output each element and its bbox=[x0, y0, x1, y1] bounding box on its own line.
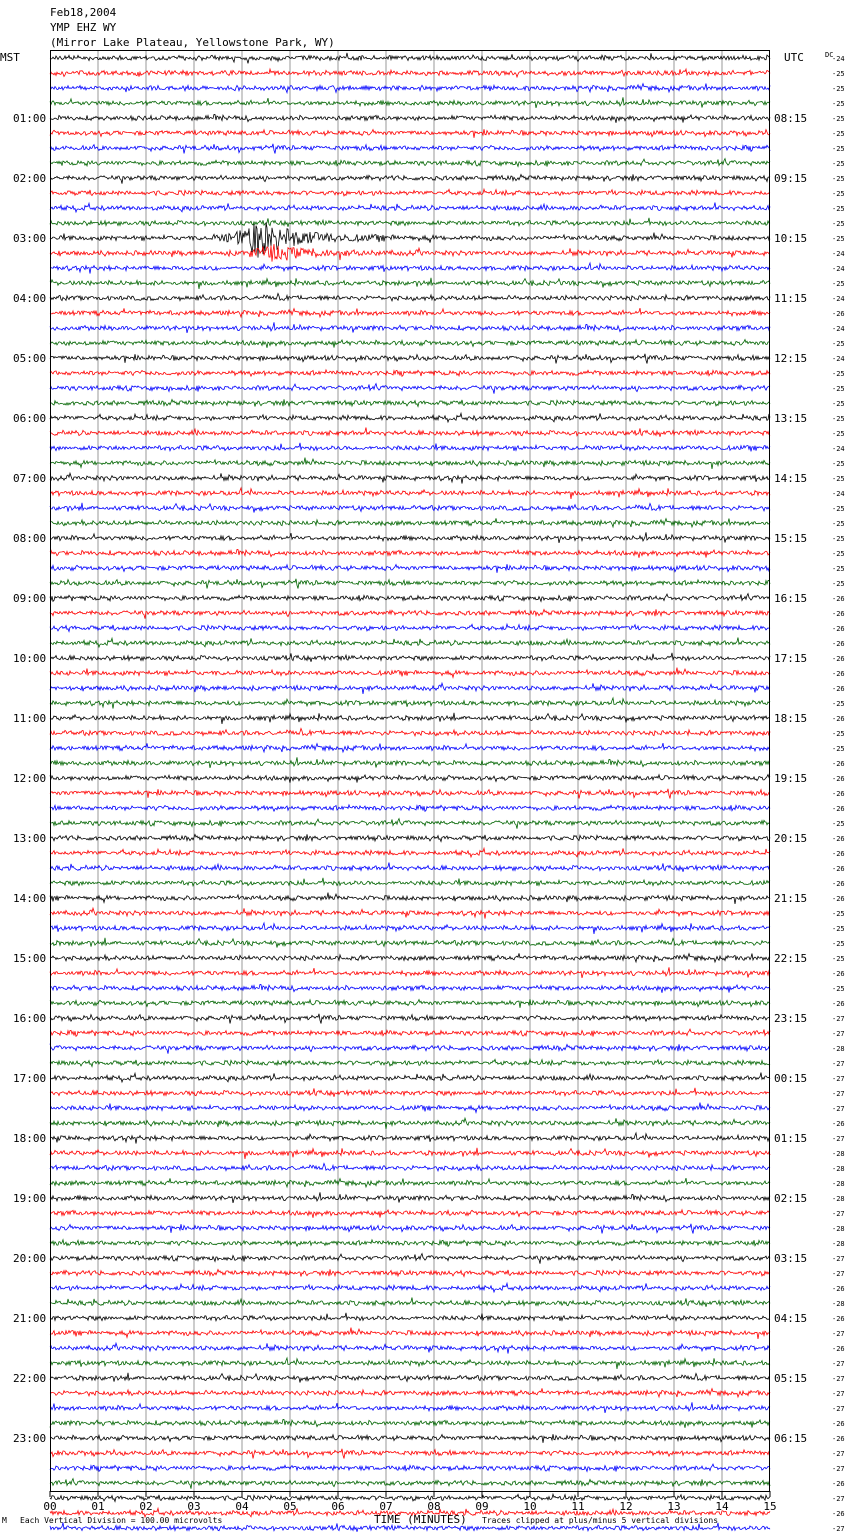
dc-offset-label: -27 bbox=[832, 1210, 845, 1218]
right-hour-label: 20:15 bbox=[774, 832, 808, 845]
dc-offset-label: -26 bbox=[832, 685, 845, 693]
dc-offset-label: -25 bbox=[832, 205, 845, 213]
x-tick-label: 14 bbox=[715, 1500, 729, 1513]
right-hour-label: 23:15 bbox=[774, 1012, 808, 1025]
seismic-trace bbox=[50, 443, 770, 452]
x-tick-label: 11 bbox=[571, 1500, 585, 1513]
right-hour-label: 03:15 bbox=[774, 1252, 808, 1265]
dc-offset-label: -26 bbox=[832, 1435, 845, 1443]
right-hour-label: 21:15 bbox=[774, 892, 808, 905]
dc-offset-label: -25 bbox=[832, 340, 845, 348]
dc-offset-label: -28 bbox=[832, 1165, 845, 1173]
seismic-trace bbox=[50, 518, 770, 527]
dc-offset-label: -28 bbox=[832, 1045, 845, 1053]
dc-offset-label: -24 bbox=[832, 325, 845, 333]
left-hour-label: 15:00 bbox=[13, 952, 47, 965]
seismic-trace bbox=[50, 144, 770, 154]
seismic-trace bbox=[50, 1434, 770, 1443]
left-hour-label: 02:00 bbox=[13, 172, 47, 185]
dc-offset-label: -27 bbox=[832, 1450, 845, 1458]
seismic-trace bbox=[50, 1373, 770, 1383]
dc-offset-label: -27 bbox=[832, 1375, 845, 1383]
seismic-trace bbox=[50, 938, 770, 948]
seismic-trace bbox=[50, 1283, 770, 1292]
seismic-trace bbox=[50, 263, 770, 274]
dc-offset-label: -27 bbox=[832, 1270, 845, 1278]
dc-offset-label: -26 bbox=[832, 1120, 845, 1128]
dc-offset-label: -27 bbox=[832, 1030, 845, 1038]
dc-offset-label: -26 bbox=[832, 760, 845, 768]
seismic-trace bbox=[50, 819, 770, 829]
seismic-trace bbox=[50, 775, 770, 783]
left-hour-label: 01:00 bbox=[13, 112, 47, 125]
seismic-trace bbox=[50, 579, 770, 589]
right-hour-label: 14:15 bbox=[774, 472, 808, 485]
seismic-trace bbox=[50, 653, 770, 662]
seismic-trace bbox=[50, 159, 770, 167]
seismic-trace bbox=[50, 97, 770, 108]
dc-offset-label: -25 bbox=[832, 145, 845, 153]
left-hour-label: 09:00 bbox=[13, 592, 47, 605]
header bbox=[0, 6, 833, 64]
right-hour-label: 13:15 bbox=[774, 412, 808, 425]
left-hour-label: 14:00 bbox=[13, 892, 47, 905]
x-tick-label: 00 bbox=[43, 1500, 57, 1513]
seismic-trace bbox=[50, 308, 770, 317]
x-tick-label: 13 bbox=[667, 1500, 681, 1513]
x-tick-label: 12 bbox=[619, 1500, 633, 1513]
dc-offset-label: -26 bbox=[832, 1420, 845, 1428]
x-axis-ticks bbox=[43, 1491, 776, 1513]
dc-offset-label: -25 bbox=[832, 100, 845, 108]
seismic-trace bbox=[50, 1343, 770, 1353]
dc-offset-label: -27 bbox=[832, 1525, 845, 1533]
dc-offset-label: -26 bbox=[832, 805, 845, 813]
dc-offset-label: -27 bbox=[832, 1330, 845, 1338]
dc-offset-labels bbox=[832, 55, 845, 1534]
seismic-trace bbox=[50, 1029, 770, 1037]
seismic-trace bbox=[50, 1210, 770, 1218]
right-hour-labels bbox=[774, 112, 807, 1445]
left-hour-label: 20:00 bbox=[13, 1252, 47, 1265]
dc-offset-label: -25 bbox=[832, 730, 845, 738]
seismic-trace bbox=[50, 244, 770, 262]
left-hour-label: 22:00 bbox=[13, 1372, 47, 1385]
dc-offset-label: -25 bbox=[832, 175, 845, 183]
left-hour-label: 07:00 bbox=[13, 472, 47, 485]
seismic-trace bbox=[50, 893, 770, 904]
dc-offset-label: -25 bbox=[832, 400, 845, 408]
dc-offset-label: -24 bbox=[832, 295, 845, 303]
x-tick-label: 07 bbox=[379, 1500, 393, 1513]
dc-offset-label: -25 bbox=[832, 535, 845, 543]
dc-offset-label: -26 bbox=[832, 655, 845, 663]
seismic-trace bbox=[50, 1313, 770, 1321]
dc-offset-label: -26 bbox=[832, 1480, 845, 1488]
seismic-trace bbox=[50, 354, 770, 364]
dc-offset-label: -25 bbox=[832, 910, 845, 918]
dc-offset-label: -26 bbox=[832, 1000, 845, 1008]
seismic-trace bbox=[50, 1088, 770, 1097]
dc-offset-label: -25 bbox=[832, 190, 845, 198]
dc-offset-label: -25 bbox=[832, 430, 845, 438]
seismic-trace bbox=[50, 683, 770, 694]
x-tick-label: 15 bbox=[763, 1500, 777, 1513]
footer-mark: M bbox=[2, 1516, 7, 1525]
x-tick-label: 08 bbox=[427, 1500, 441, 1513]
x-tick-label: 10 bbox=[523, 1500, 537, 1513]
dc-offset-label: -27 bbox=[832, 1015, 845, 1023]
seismic-trace bbox=[50, 549, 770, 557]
seismic-trace bbox=[50, 114, 770, 122]
dc-offset-label: -27 bbox=[832, 1390, 845, 1398]
dc-offset-label: -26 bbox=[832, 775, 845, 783]
dc-offset-label: -26 bbox=[832, 1510, 845, 1518]
seismic-trace bbox=[50, 878, 770, 886]
seismic-trace bbox=[50, 698, 770, 709]
seismic-trace bbox=[50, 458, 770, 469]
dc-offset-label: -25 bbox=[832, 130, 845, 138]
left-hour-label: 10:00 bbox=[13, 652, 47, 665]
dc-offset-label: -25 bbox=[832, 385, 845, 393]
dc-offset-label: -26 bbox=[832, 1315, 845, 1323]
dc-offset-label: -27 bbox=[832, 1465, 845, 1473]
seismic-trace bbox=[50, 1358, 770, 1369]
seismic-trace bbox=[50, 1224, 770, 1234]
dc-offset-label: -28 bbox=[832, 1150, 845, 1158]
seismic-trace bbox=[50, 863, 770, 872]
right-hour-label: 09:15 bbox=[774, 172, 808, 185]
right-hour-label: 16:15 bbox=[774, 592, 808, 605]
dc-offset-label: -25 bbox=[832, 70, 845, 78]
left-hour-label: 03:00 bbox=[13, 232, 47, 245]
x-tick-label: 03 bbox=[187, 1500, 201, 1513]
seismic-trace bbox=[50, 1402, 770, 1413]
dc-offset-label: -25 bbox=[832, 220, 845, 228]
dc-offset-label: -25 bbox=[832, 700, 845, 708]
dc-offset-label: -25 bbox=[832, 520, 845, 528]
seismic-trace bbox=[50, 624, 770, 631]
left-hour-label: 11:00 bbox=[13, 712, 47, 725]
seismic-trace bbox=[50, 503, 770, 513]
seismic-trace bbox=[50, 984, 770, 992]
seismic-trace bbox=[50, 999, 770, 1008]
dc-offset-label: -26 bbox=[832, 865, 845, 873]
seismic-trace bbox=[50, 384, 770, 394]
dc-offset-label: -25 bbox=[832, 985, 845, 993]
dc-offset-label: -24 bbox=[832, 250, 845, 258]
dc-offset-label: -24 bbox=[832, 355, 845, 363]
seismic-trace bbox=[50, 1298, 770, 1307]
dc-offset-label: -26 bbox=[832, 790, 845, 798]
seismic-trace bbox=[50, 1449, 770, 1459]
right-timezone-label: UTC bbox=[784, 51, 804, 64]
right-hour-label: 08:15 bbox=[774, 112, 808, 125]
clip-note: Traces clipped at plus/minus 5 vertical divisions bbox=[482, 1516, 719, 1525]
seismic-trace bbox=[50, 1494, 770, 1501]
left-hour-label: 17:00 bbox=[13, 1072, 47, 1085]
left-hour-label: 08:00 bbox=[13, 532, 47, 545]
seismic-trace bbox=[50, 1059, 770, 1066]
dc-offset-label: -27 bbox=[832, 1405, 845, 1413]
right-hour-label: 00:15 bbox=[774, 1072, 808, 1085]
seismic-trace bbox=[50, 322, 770, 333]
dc-offset-label: -28 bbox=[832, 1225, 845, 1233]
dc-offset-label: -25 bbox=[832, 580, 845, 588]
left-timezone-label: MST bbox=[0, 51, 20, 64]
dc-offset-label: -25 bbox=[832, 550, 845, 558]
seismic-trace bbox=[50, 488, 770, 499]
dc-offset-label: -26 bbox=[832, 880, 845, 888]
right-hour-label: 18:15 bbox=[774, 712, 808, 725]
dc-offset-label: -24 bbox=[832, 490, 845, 498]
dc-offset-label: -26 bbox=[832, 895, 845, 903]
dc-offset-label: -25 bbox=[832, 280, 845, 288]
x-tick-label: 04 bbox=[235, 1500, 249, 1513]
seismic-trace bbox=[50, 953, 770, 962]
dc-offset-label: -27 bbox=[832, 1075, 845, 1083]
right-hour-label: 02:15 bbox=[774, 1192, 808, 1205]
seismic-trace bbox=[50, 1044, 770, 1054]
dc-offset-label: -26 bbox=[832, 1285, 845, 1293]
dc-offset-label: -25 bbox=[832, 505, 845, 513]
x-tick-label: 02 bbox=[139, 1500, 153, 1513]
seismic-trace bbox=[50, 1192, 770, 1203]
seismic-trace bbox=[50, 1269, 770, 1276]
x-axis-title: TIME (MINUTES) bbox=[374, 1513, 467, 1526]
seismic-trace bbox=[50, 1073, 770, 1083]
dc-offset-label: -28 bbox=[832, 1180, 845, 1188]
seismic-trace bbox=[50, 908, 770, 918]
right-hour-label: 01:15 bbox=[774, 1132, 808, 1145]
dc-offset-label: -27 bbox=[832, 1360, 845, 1368]
dc-offset-label: -25 bbox=[832, 235, 845, 243]
seismic-traces bbox=[50, 53, 770, 1534]
dc-offset-label: -26 bbox=[832, 835, 845, 843]
dc-offset-label: -25 bbox=[832, 820, 845, 828]
left-hour-label: 23:00 bbox=[13, 1432, 47, 1445]
dc-offset-label: -27 bbox=[832, 1060, 845, 1068]
seismic-trace bbox=[50, 1254, 770, 1264]
right-hour-label: 04:15 bbox=[774, 1312, 808, 1325]
dc-header-label: DC bbox=[825, 51, 834, 59]
seismic-trace bbox=[50, 638, 770, 648]
seismic-trace bbox=[50, 1240, 770, 1247]
seismic-trace bbox=[50, 789, 770, 799]
dc-offset-label: -27 bbox=[832, 1495, 845, 1503]
seismic-trace bbox=[50, 1328, 770, 1339]
dc-offset-label: -24 bbox=[832, 55, 845, 63]
seismic-trace bbox=[50, 1118, 770, 1129]
dc-offset-label: -25 bbox=[832, 955, 845, 963]
x-tick-label: 01 bbox=[91, 1500, 105, 1513]
left-hour-label: 04:00 bbox=[13, 292, 47, 305]
seismic-trace bbox=[50, 69, 770, 77]
seismic-trace bbox=[50, 340, 770, 348]
dc-offset-label: -25 bbox=[832, 565, 845, 573]
x-tick-label: 06 bbox=[331, 1500, 345, 1513]
seismic-trace bbox=[50, 1178, 770, 1187]
right-hour-label: 10:15 bbox=[774, 232, 808, 245]
seismic-trace bbox=[50, 218, 770, 227]
dc-offset-label: -25 bbox=[832, 370, 845, 378]
dc-offset-label: -27 bbox=[832, 1135, 845, 1143]
seismic-trace bbox=[50, 757, 770, 768]
seismic-trace bbox=[50, 609, 770, 618]
seismic-trace bbox=[50, 428, 770, 437]
dc-offset-label: -28 bbox=[832, 1240, 845, 1248]
left-hour-label: 16:00 bbox=[13, 1012, 47, 1025]
dc-offset-label: -24 bbox=[832, 265, 845, 273]
seismic-trace bbox=[50, 1419, 770, 1427]
date-label: Feb18,2004 bbox=[50, 6, 117, 19]
seismic-trace bbox=[50, 413, 770, 422]
seismic-trace bbox=[50, 129, 770, 138]
dc-offset-label: -25 bbox=[832, 415, 845, 423]
seismic-trace bbox=[50, 713, 770, 724]
station-label: YMP EHZ WY bbox=[50, 21, 117, 34]
seismic-trace bbox=[50, 834, 770, 841]
seismic-trace bbox=[50, 1479, 770, 1489]
dc-offset-label: -25 bbox=[832, 940, 845, 948]
seismic-trace bbox=[50, 1388, 770, 1397]
seismic-trace bbox=[50, 84, 770, 93]
left-hour-label: 13:00 bbox=[13, 832, 47, 845]
right-hour-label: 05:15 bbox=[774, 1372, 808, 1385]
dc-offset-label: -26 bbox=[832, 610, 845, 618]
seismic-trace bbox=[50, 294, 770, 301]
left-hour-label: 05:00 bbox=[13, 352, 47, 365]
seismic-trace bbox=[50, 967, 770, 978]
x-tick-label: 05 bbox=[283, 1500, 297, 1513]
seismic-trace bbox=[50, 1133, 770, 1144]
dc-offset-label: -25 bbox=[832, 460, 845, 468]
right-hour-label: 06:15 bbox=[774, 1432, 808, 1445]
seismic-trace bbox=[50, 278, 770, 289]
dc-offset-label: -26 bbox=[832, 970, 845, 978]
seismic-trace bbox=[50, 729, 770, 736]
seismic-trace bbox=[50, 805, 770, 811]
dc-offset-label: -26 bbox=[832, 670, 845, 678]
dc-offset-label: -26 bbox=[832, 595, 845, 603]
dc-offset-label: -25 bbox=[832, 85, 845, 93]
dc-offset-label: -25 bbox=[832, 925, 845, 933]
x-tick-label: 09 bbox=[475, 1500, 489, 1513]
seismic-trace bbox=[50, 1164, 770, 1171]
right-hour-label: 19:15 bbox=[774, 772, 808, 785]
dc-offset-label: -26 bbox=[832, 850, 845, 858]
dc-offset-label: -28 bbox=[832, 1195, 845, 1203]
seismic-trace bbox=[50, 174, 770, 183]
left-hour-label: 18:00 bbox=[13, 1132, 47, 1145]
right-hour-label: 12:15 bbox=[774, 352, 808, 365]
dc-offset-label: -26 bbox=[832, 625, 845, 633]
seismic-trace bbox=[50, 848, 770, 857]
seismic-trace bbox=[50, 532, 770, 543]
dc-offset-label: -25 bbox=[832, 475, 845, 483]
dc-offset-label: -25 bbox=[832, 115, 845, 123]
seismic-trace bbox=[50, 473, 770, 483]
dc-offset-label: -26 bbox=[832, 715, 845, 723]
left-hour-label: 06:00 bbox=[13, 412, 47, 425]
seismic-trace bbox=[50, 189, 770, 196]
dc-offset-label: -27 bbox=[832, 1255, 845, 1263]
left-hour-label: 19:00 bbox=[13, 1192, 47, 1205]
location-label: (Mirror Lake Plateau, Yellowstone Park, WY) bbox=[50, 36, 335, 49]
left-hour-labels bbox=[13, 112, 46, 1445]
left-hour-label: 21:00 bbox=[13, 1312, 47, 1325]
dc-offset-label: -26 bbox=[832, 1345, 845, 1353]
right-hour-label: 17:15 bbox=[774, 652, 808, 665]
right-hour-label: 22:15 bbox=[774, 952, 808, 965]
seismic-trace bbox=[50, 923, 770, 934]
seismic-trace bbox=[50, 1103, 770, 1113]
dc-offset-label: -27 bbox=[832, 1090, 845, 1098]
left-hour-label: 12:00 bbox=[13, 772, 47, 785]
seismic-trace bbox=[50, 668, 770, 678]
dc-offset-label: -25 bbox=[832, 160, 845, 168]
right-hour-label: 15:15 bbox=[774, 532, 808, 545]
seismic-trace bbox=[50, 399, 770, 406]
dc-offset-label: -27 bbox=[832, 1105, 845, 1113]
seismic-trace bbox=[50, 1148, 770, 1159]
seismic-trace bbox=[50, 370, 770, 376]
dc-offset-label: -24 bbox=[832, 445, 845, 453]
right-hour-label: 11:15 bbox=[774, 292, 808, 305]
seismic-trace bbox=[50, 1014, 770, 1024]
scale-note: Each Vertical Division = 100.00 microvolts bbox=[20, 1516, 223, 1525]
seismic-trace bbox=[50, 564, 770, 573]
seismic-trace bbox=[50, 743, 770, 752]
seismic-trace bbox=[50, 53, 770, 64]
dc-offset-label: -26 bbox=[832, 640, 845, 648]
dc-offset-label: -25 bbox=[832, 745, 845, 753]
seismic-trace bbox=[50, 203, 770, 213]
seismic-trace bbox=[50, 1464, 770, 1472]
dc-offset-label: -28 bbox=[832, 1300, 845, 1308]
dc-offset-label: -26 bbox=[832, 310, 845, 318]
seismic-trace bbox=[50, 594, 770, 602]
